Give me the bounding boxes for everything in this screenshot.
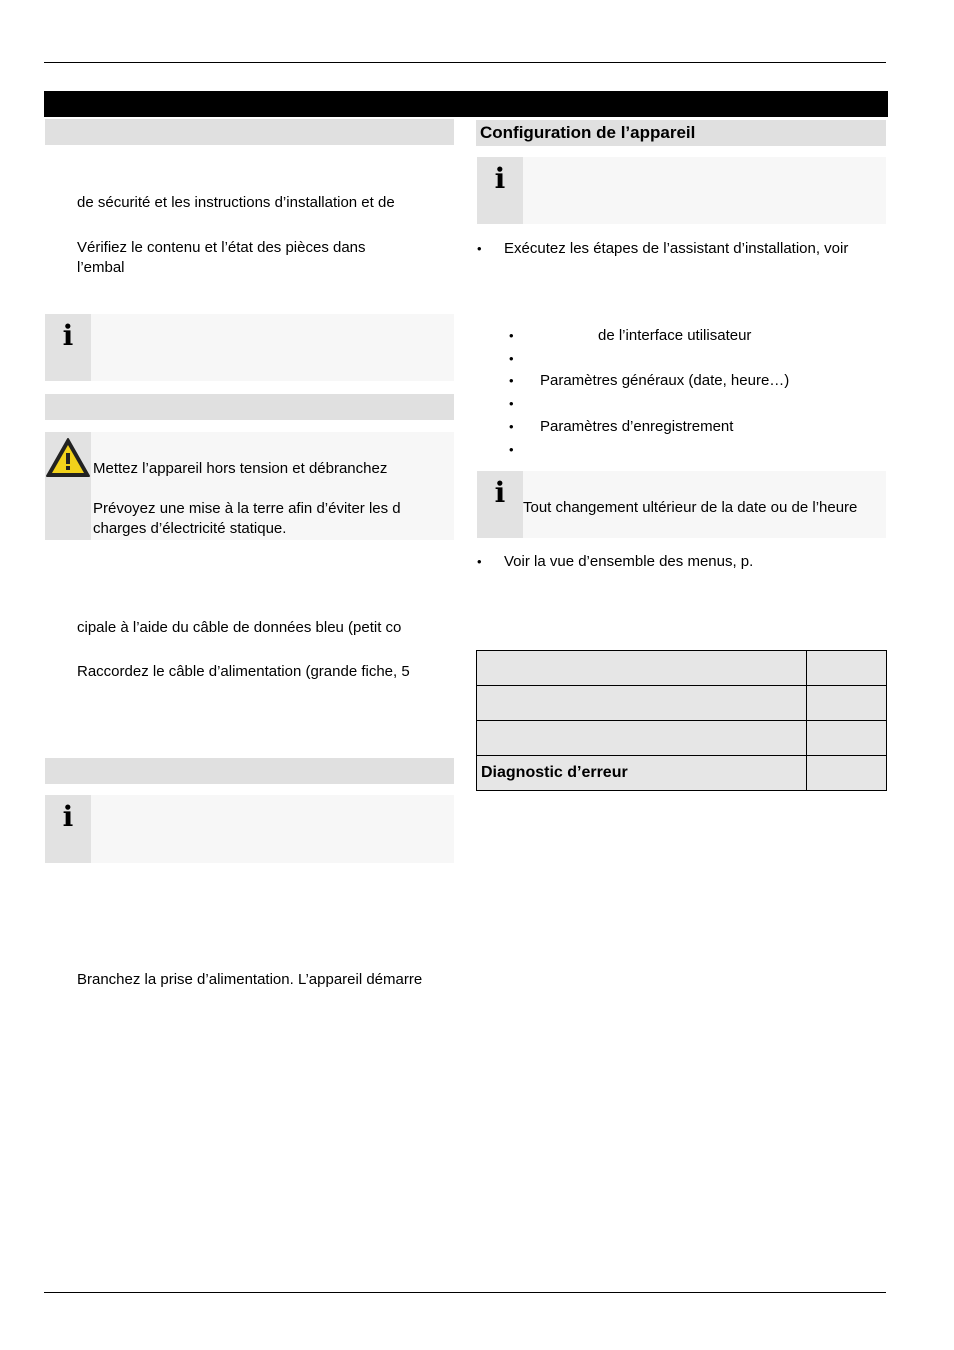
info-icon: i (62, 800, 74, 833)
info-icon: i (62, 319, 74, 352)
warning-triangle-icon (45, 436, 91, 480)
note-date-change: Tout changement ultérieur de la date ou de l’heure (523, 499, 858, 516)
bullet-icon: • (477, 554, 482, 569)
bullet-icon: • (509, 351, 514, 366)
bullet-wizard: Exécutez les étapes de l’assistant d’installation, voir (504, 240, 849, 257)
bullet-menus-overview: Voir la vue d’ensemble des menus, p. (504, 553, 754, 570)
note-box-3 (477, 157, 886, 224)
table-cell (477, 721, 807, 756)
table-cell (807, 721, 887, 756)
chapter-title-bar (44, 91, 888, 117)
paragraph-check-contents-cont: l’embal (77, 259, 125, 276)
list-item: Paramètres d’enregistrement (540, 418, 734, 435)
section-bar-installation (45, 394, 454, 420)
reference-table (476, 650, 887, 791)
note-box-2 (45, 795, 454, 863)
note-box-1 (45, 314, 454, 381)
warning-text-ground: Prévoyez une mise à la terre afin d’éviter les d (93, 500, 401, 517)
bullet-icon: • (509, 373, 514, 388)
note-icon-bg (45, 314, 91, 381)
table-cell (807, 686, 887, 721)
paragraph-data-cable: cipale à l’aide du câble de données bleu (petit co (77, 619, 402, 636)
warning-box (45, 432, 454, 540)
header-rule (44, 62, 886, 63)
bullet-icon: • (509, 442, 514, 457)
list-item: Paramètres généraux (date, heure…) (540, 372, 790, 389)
note-icon-bg (477, 471, 523, 538)
info-icon: i (494, 476, 506, 509)
table-row (477, 686, 887, 721)
note-icon-bg (45, 795, 91, 863)
footer-rule (44, 1292, 886, 1293)
bullet-icon: • (477, 241, 482, 256)
paragraph-check-contents: Vérifiez le contenu et l’état des pièces dans (77, 239, 366, 256)
section-bar-startup (45, 758, 454, 784)
paragraph-power-cable: Raccordez le câble d’alimentation (grande fiche, 5 (77, 663, 410, 680)
table-cell (807, 756, 887, 791)
bullet-icon: • (509, 396, 514, 411)
paragraph-plug-in: Branchez la prise d’alimentation. L’appareil démarre (77, 971, 423, 988)
bullet-icon: • (509, 419, 514, 434)
info-icon: i (494, 162, 506, 195)
warning-text-power: Mettez l’appareil hors tension et débranchez (93, 460, 388, 477)
warning-text-static: charges d’électricité statique. (93, 520, 287, 537)
bullet-icon: • (509, 328, 514, 343)
table-cell (477, 686, 807, 721)
section-title-configuration: Configuration de l’appareil (480, 123, 696, 142)
note-icon-bg (477, 157, 523, 224)
section-bar-unpacking (45, 119, 454, 145)
table-cell (807, 651, 887, 686)
table-row (477, 651, 887, 686)
table-cell (477, 651, 807, 686)
list-item: de l’interface utilisateur (598, 327, 752, 344)
paragraph-safety: de sécurité et les instructions d’installation et de (77, 194, 395, 211)
table-cell-diagnostic: Diagnostic d’erreur (477, 756, 807, 791)
table-row (477, 756, 887, 791)
table-row (477, 721, 887, 756)
warning-icon-bg (45, 432, 91, 540)
note-box-4 (477, 471, 886, 538)
